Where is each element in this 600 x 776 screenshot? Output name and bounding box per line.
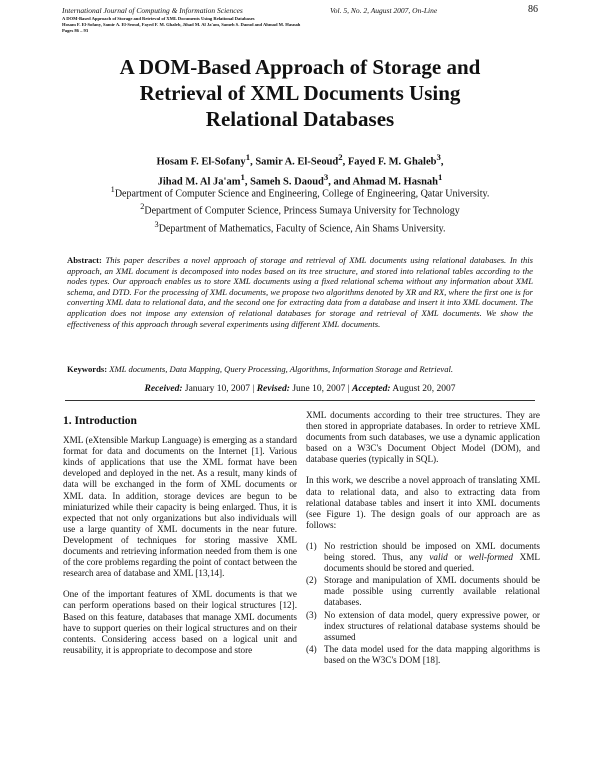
list-item (306, 610, 540, 643)
author-name: Samir A. El-Seoud (255, 156, 339, 168)
author-sup: 3 (323, 171, 329, 182)
citation-block (62, 16, 362, 34)
date-sep: | (347, 384, 350, 394)
list-text: or (447, 552, 469, 563)
author-name: Hosam F. El-Sofany (156, 156, 246, 168)
affiliation-text: Department of Mathematics, Faculty of Science, Ain Shams University. (158, 222, 446, 234)
accepted-label: Accepted: (352, 384, 391, 394)
revised-label: Revised: (256, 384, 290, 394)
paragraph: XML documents according to their tree structures. They are then stored in appropriate databases. In order to retrieve XML documents from such databases, we use a dynamic application based on a W3C's Document Object Model (DOM), and database queries (typically in SQL). (306, 410, 540, 465)
journal-name: International Journal of Computing & Information Sciences (62, 6, 243, 15)
author-sup: 1 (245, 152, 251, 162)
keywords-text: XML documents, Data Mapping, Query Processing, Algorithms, Information Storage and Retrieval. (109, 364, 454, 374)
affiliation (60, 218, 540, 235)
list-item (306, 541, 540, 574)
author-sup: 3 (436, 152, 441, 162)
keywords-label: Keywords: (67, 364, 108, 374)
divider (65, 400, 535, 401)
affiliation (60, 200, 540, 217)
author-name: Jihad M. Al Ja'am (157, 176, 241, 187)
author-sep: , (342, 156, 348, 168)
author-sep: , and (328, 176, 353, 187)
list-italic: well-formed (468, 552, 513, 563)
author-name: Ahmad M. Hasnah (352, 176, 438, 187)
left-column (63, 416, 297, 666)
author-sup: 2 (338, 152, 343, 162)
list-text: XML documents should be stored and queried. (324, 552, 541, 574)
author-sep: , (244, 176, 251, 187)
abstract-text: This paper describes a novel approach of storage and retrieval of XML documents using relational databases. In this approach, an XML document is decomposed into nodes based on its tree structure, and stored into relational tables according to the nodes types. Our approach enables us to store XML documents using a fixed relational schema without any information about XML schema, and DTD. For the processing of XML documents, we propose two algorithms denoted by XR and RX, where the first one is for converting XML data to relational data, and the second one for extracting data from a database and insert it into XML document. The application does not impose any extension of relational databases for storage and retrieval of XML documents. We show the effectiveness of this approach through several experiments using different XML documents. (67, 255, 533, 329)
citation-line: A DOM-Based Approach of Storage and Retrieval of XML Documents Using Relational Databases (62, 16, 255, 21)
affiliation-sup: 2 (140, 202, 145, 212)
received-dates (60, 384, 540, 394)
abstract-label: Abstract: (67, 255, 102, 265)
section-heading: 1. Introduction (63, 415, 137, 427)
list-number: (1) (306, 540, 317, 551)
list-item (306, 644, 540, 666)
author-line-1 (60, 150, 540, 170)
title-line: A DOM-Based Approach of Storage and (119, 55, 481, 79)
volume-info: Vol. 5, No. 2, August 2007, On-Line (330, 6, 438, 15)
author-sep: , (250, 156, 256, 168)
design-goals-list (306, 541, 540, 666)
list-number: (3) (306, 609, 317, 620)
list-italic: valid (429, 552, 448, 563)
right-column (306, 410, 540, 667)
author-name: Sameh S. Daoud (250, 176, 324, 187)
affiliation-sup: 1 (110, 185, 115, 194)
list-text: Storage and manipulation of XML documents should be made possible using currently available relational databases. (324, 575, 540, 608)
paragraph: XML (eXtensible Markup Language) is emerging as a standard format for data and documents on the Internet [1]. Various kinds of applications that use the XML format have been developed and deployed in the net. As a result, many kinds of data will be exchanged in the form of XML documents or XML data. In addition, storage devices are begun to be miniaturized while their capacity is being enlarged. Thus, it is expected that not only organizations but also individuals will use a large quantity of XML documents in the near future. Development of techniques for storing massive XML documents and retrieving information needed from them is one of the core problems regarding the point of contact between the research area of database and XML [13,14]. (63, 435, 297, 579)
list-text: No restriction should be imposed on XML documents being stored. Thus, any (324, 540, 540, 563)
list-text: The data model used for the data mapping algorithms is based on the W3C's DOM [18]. (324, 643, 540, 665)
affiliation (60, 183, 540, 200)
citation-line: Hosam F. El-Sofany, Samir A. El-Seoud, Fayed F. M. Ghaleb, Jihad M. Al Ja'am, Sameh S. Daoud and Ahmad M. Hasnah (62, 22, 301, 27)
list-text: No extension of data model, query expressive power, or index structures of relational database systems should be assumed (324, 609, 540, 642)
paragraph: In this work, we describe a novel approach of translating XML data to relational data, and also to extracting data from relational database tables and insert it into XML documents (see Figure 1). The design goals of our approach are as follows: (306, 475, 540, 530)
list-number: (4) (306, 643, 317, 654)
author-sup: 1 (438, 171, 443, 182)
accepted-date: August 20, 2007 (392, 384, 456, 394)
paper-title (60, 54, 540, 132)
affiliation-text: Department of Computer Science and Engineering, College of Engineering, Qatar University. (114, 188, 490, 200)
citation-line: Pages 86 – 93 (62, 28, 89, 33)
abstract (67, 255, 533, 329)
author-name: Fayed F. M. Ghaleb (347, 156, 437, 168)
received-label: Received: (144, 384, 183, 394)
affiliations (60, 183, 540, 235)
revised-date: June 10, 2007 (292, 384, 346, 394)
paragraph: One of the important features of XML documents is that we can perform operations based on their logical structures [12]. Based on this feature, databases that manage XML documents have to support queries on their logical structures and on their contents. Considering access based on a logical unit and reusability, it is appropriate to decompose and store (63, 589, 297, 655)
page-number: 86 (528, 4, 538, 15)
keywords (67, 364, 537, 374)
title-line: Retrieval of XML Documents Using (139, 81, 461, 105)
list-number: (2) (306, 575, 317, 586)
author-sup: 1 (240, 171, 245, 182)
author-sep: , (440, 156, 444, 168)
list-item (306, 575, 540, 608)
received-date: January 10, 2007 (184, 384, 251, 394)
affiliation-sup: 3 (154, 219, 159, 229)
title-line: Relational Databases (205, 107, 395, 131)
affiliation-text: Department of Computer Science, Princess Sumaya University for Technology (144, 205, 460, 217)
date-sep: | (252, 384, 255, 394)
